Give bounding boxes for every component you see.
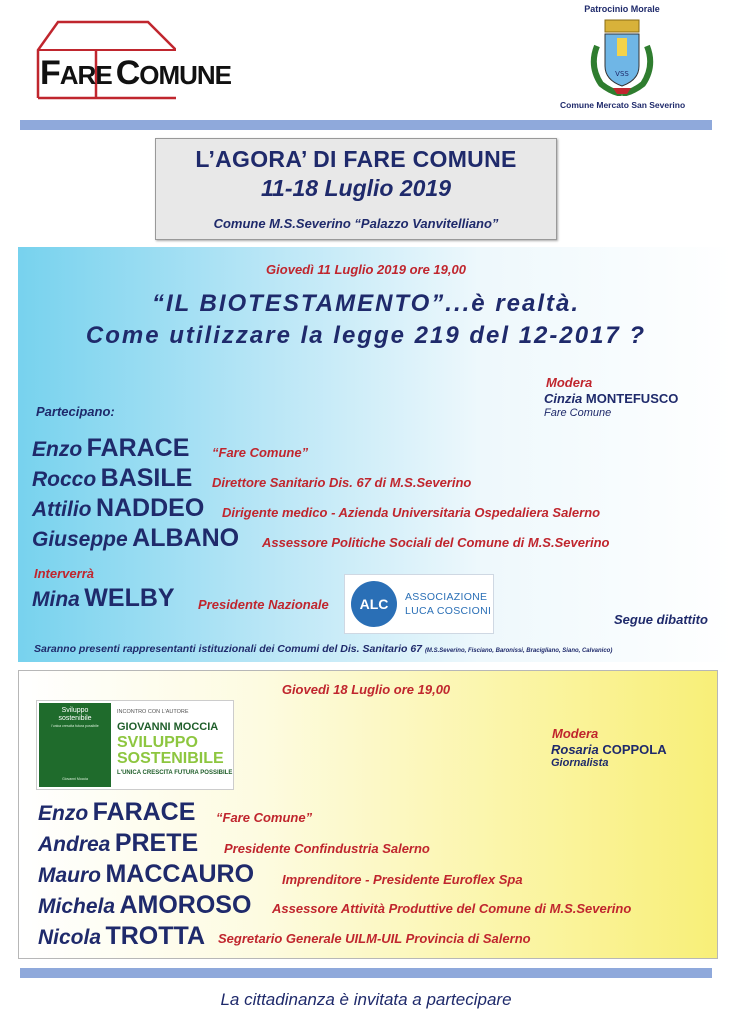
alc-logo <box>344 574 494 634</box>
event1-guest-role: Presidente Nazionale <box>198 597 329 612</box>
title-line2: 11-18 Luglio 2019 <box>260 175 452 201</box>
event1-date: Giovedì 11 Luglio 2019 ore 19,00 <box>266 262 466 277</box>
event2-participant-2: Andrea PRETE <box>38 829 199 857</box>
event1-intervention-label: Interverrà <box>34 566 94 581</box>
alc-mark-icon: ALC <box>351 581 397 627</box>
event1-participant-4-role: Assessore Politiche Sociali del Comune di M.S.Severino <box>262 535 610 550</box>
event1-participant-2-role: Direttore Sanitario Dis. 67 di M.S.Severino <box>212 475 472 490</box>
book-cover <box>39 703 111 787</box>
book-author: GIOVANNI MOCCIA <box>117 721 219 733</box>
patronage-top-label: Patrocinio Morale <box>584 4 660 14</box>
book-title1: SVILUPPO <box>117 734 198 751</box>
footer-invitation: La cittadinanza è invitata a partecipare <box>220 990 512 1009</box>
event2-participant-1: Enzo FARACE <box>38 798 196 826</box>
logo-text-left: ARE <box>59 60 112 90</box>
event1-participant-1: Enzo FARACE <box>32 434 190 462</box>
event2-participant-1-role: “Fare Comune” <box>216 810 313 825</box>
event1-headline1: “IL BIOTESTAMENTO”...è realtà. <box>151 290 581 317</box>
event1-moderator-first: Cinzia <box>544 391 583 406</box>
patronage-bottom-label: Comune Mercato San Severino <box>560 100 686 110</box>
event2-participant-4: Michela AMOROSO <box>38 891 252 919</box>
book-cover-subtitle: l'unica crescita futura possibile <box>51 724 99 728</box>
book-cover-author: Giovanni Moccia <box>62 777 88 781</box>
top-divider-bar <box>20 120 712 130</box>
event2-moderator-label: Modera <box>552 726 599 741</box>
book-tag: INCONTRO CON L'AUTORE <box>117 709 189 715</box>
event1-participant-3: Attilio NADDEO <box>32 494 205 522</box>
alc-line2: LUCA COSCIONI <box>405 605 492 617</box>
event1-moderator-last: MONTEFUSCO <box>585 391 679 406</box>
event1-moderator <box>544 391 678 406</box>
event1-participant-4: Giuseppe ALBANO <box>32 524 240 552</box>
title-line1: L’AGORA’ DI FARE COMUNE <box>195 146 517 172</box>
event2-moderator-first: Rosaria <box>551 742 599 757</box>
event1-guest: Mina WELBY <box>32 584 175 612</box>
event1-debate: Segue dibattito <box>614 612 708 627</box>
logo-letter-f: F <box>40 54 60 92</box>
municipal-crest-icon <box>587 16 657 96</box>
fare-comune-logo <box>36 20 232 100</box>
logo-letter-c: C <box>115 54 140 92</box>
logo-text-right: OMUNE <box>139 60 232 90</box>
book-subtitle: L'UNICA CRESCITA FUTURA POSSIBILE <box>117 770 233 776</box>
event1-note-main: Saranno presenti rappresentanti istituzionali dei Comumi del Dis. Sanitario 67 <box>34 643 423 655</box>
alc-line1: ASSOCIAZIONE <box>405 591 488 603</box>
book-cover-title2: sostenibile <box>58 715 92 722</box>
event2-participant-3: Mauro MACCAURO <box>38 860 255 888</box>
event2-moderator <box>551 742 667 757</box>
title-line3: Comune M.S.Severino “Palazzo Vanvitelliano” <box>213 216 499 231</box>
event2-moderator-last: COPPOLA <box>602 742 667 757</box>
title-box <box>155 138 557 240</box>
event2-participant-5: Nicola TROTTA <box>38 922 205 950</box>
event2-participant-3-role: Imprenditore - Presidente Euroflex Spa <box>282 872 523 887</box>
event1-moderator-label: Modera <box>546 375 593 390</box>
patronage-block <box>560 4 684 116</box>
book-title2: SOSTENIBILE <box>117 750 224 767</box>
event1-moderator-org: Fare Comune <box>544 407 612 419</box>
logo-text <box>40 54 231 93</box>
crest-letters: VSS <box>615 70 629 78</box>
event2-date: Giovedì 18 Luglio ore 19,00 <box>281 682 451 697</box>
event2-participant-2-role: Presidente Confindustria Salerno <box>224 841 430 856</box>
event1-participant-3-role: Dirigente medico - Azienda Universitaria Ospedaliera Salerno <box>222 505 601 520</box>
event1-note <box>34 643 612 655</box>
event2-participant-4-role: Assessore Attività Produttive del Comune di M.S.Severino <box>272 901 632 916</box>
book-cover-title1: Sviluppo <box>61 707 89 714</box>
event1-participant-1-role: “Fare Comune” <box>212 445 309 460</box>
event1-note-small: (M.S.Severino, Fisciano, Baronissi, Bracigliano, Siano, Calvanico) <box>424 648 613 654</box>
book-promo <box>36 700 234 790</box>
event1-participant-2: Rocco BASILE <box>32 464 193 492</box>
bottom-divider-bar <box>20 968 712 978</box>
event1-headline2: Come utilizzare la legge 219 del 12-2017 ? <box>85 322 647 349</box>
event2-participant-5-role: Segretario Generale UILM-UIL Provincia di Salerno <box>218 931 531 946</box>
event1-participants-label: Partecipano: <box>36 404 115 419</box>
event2-moderator-org: Giornalista <box>551 757 609 769</box>
